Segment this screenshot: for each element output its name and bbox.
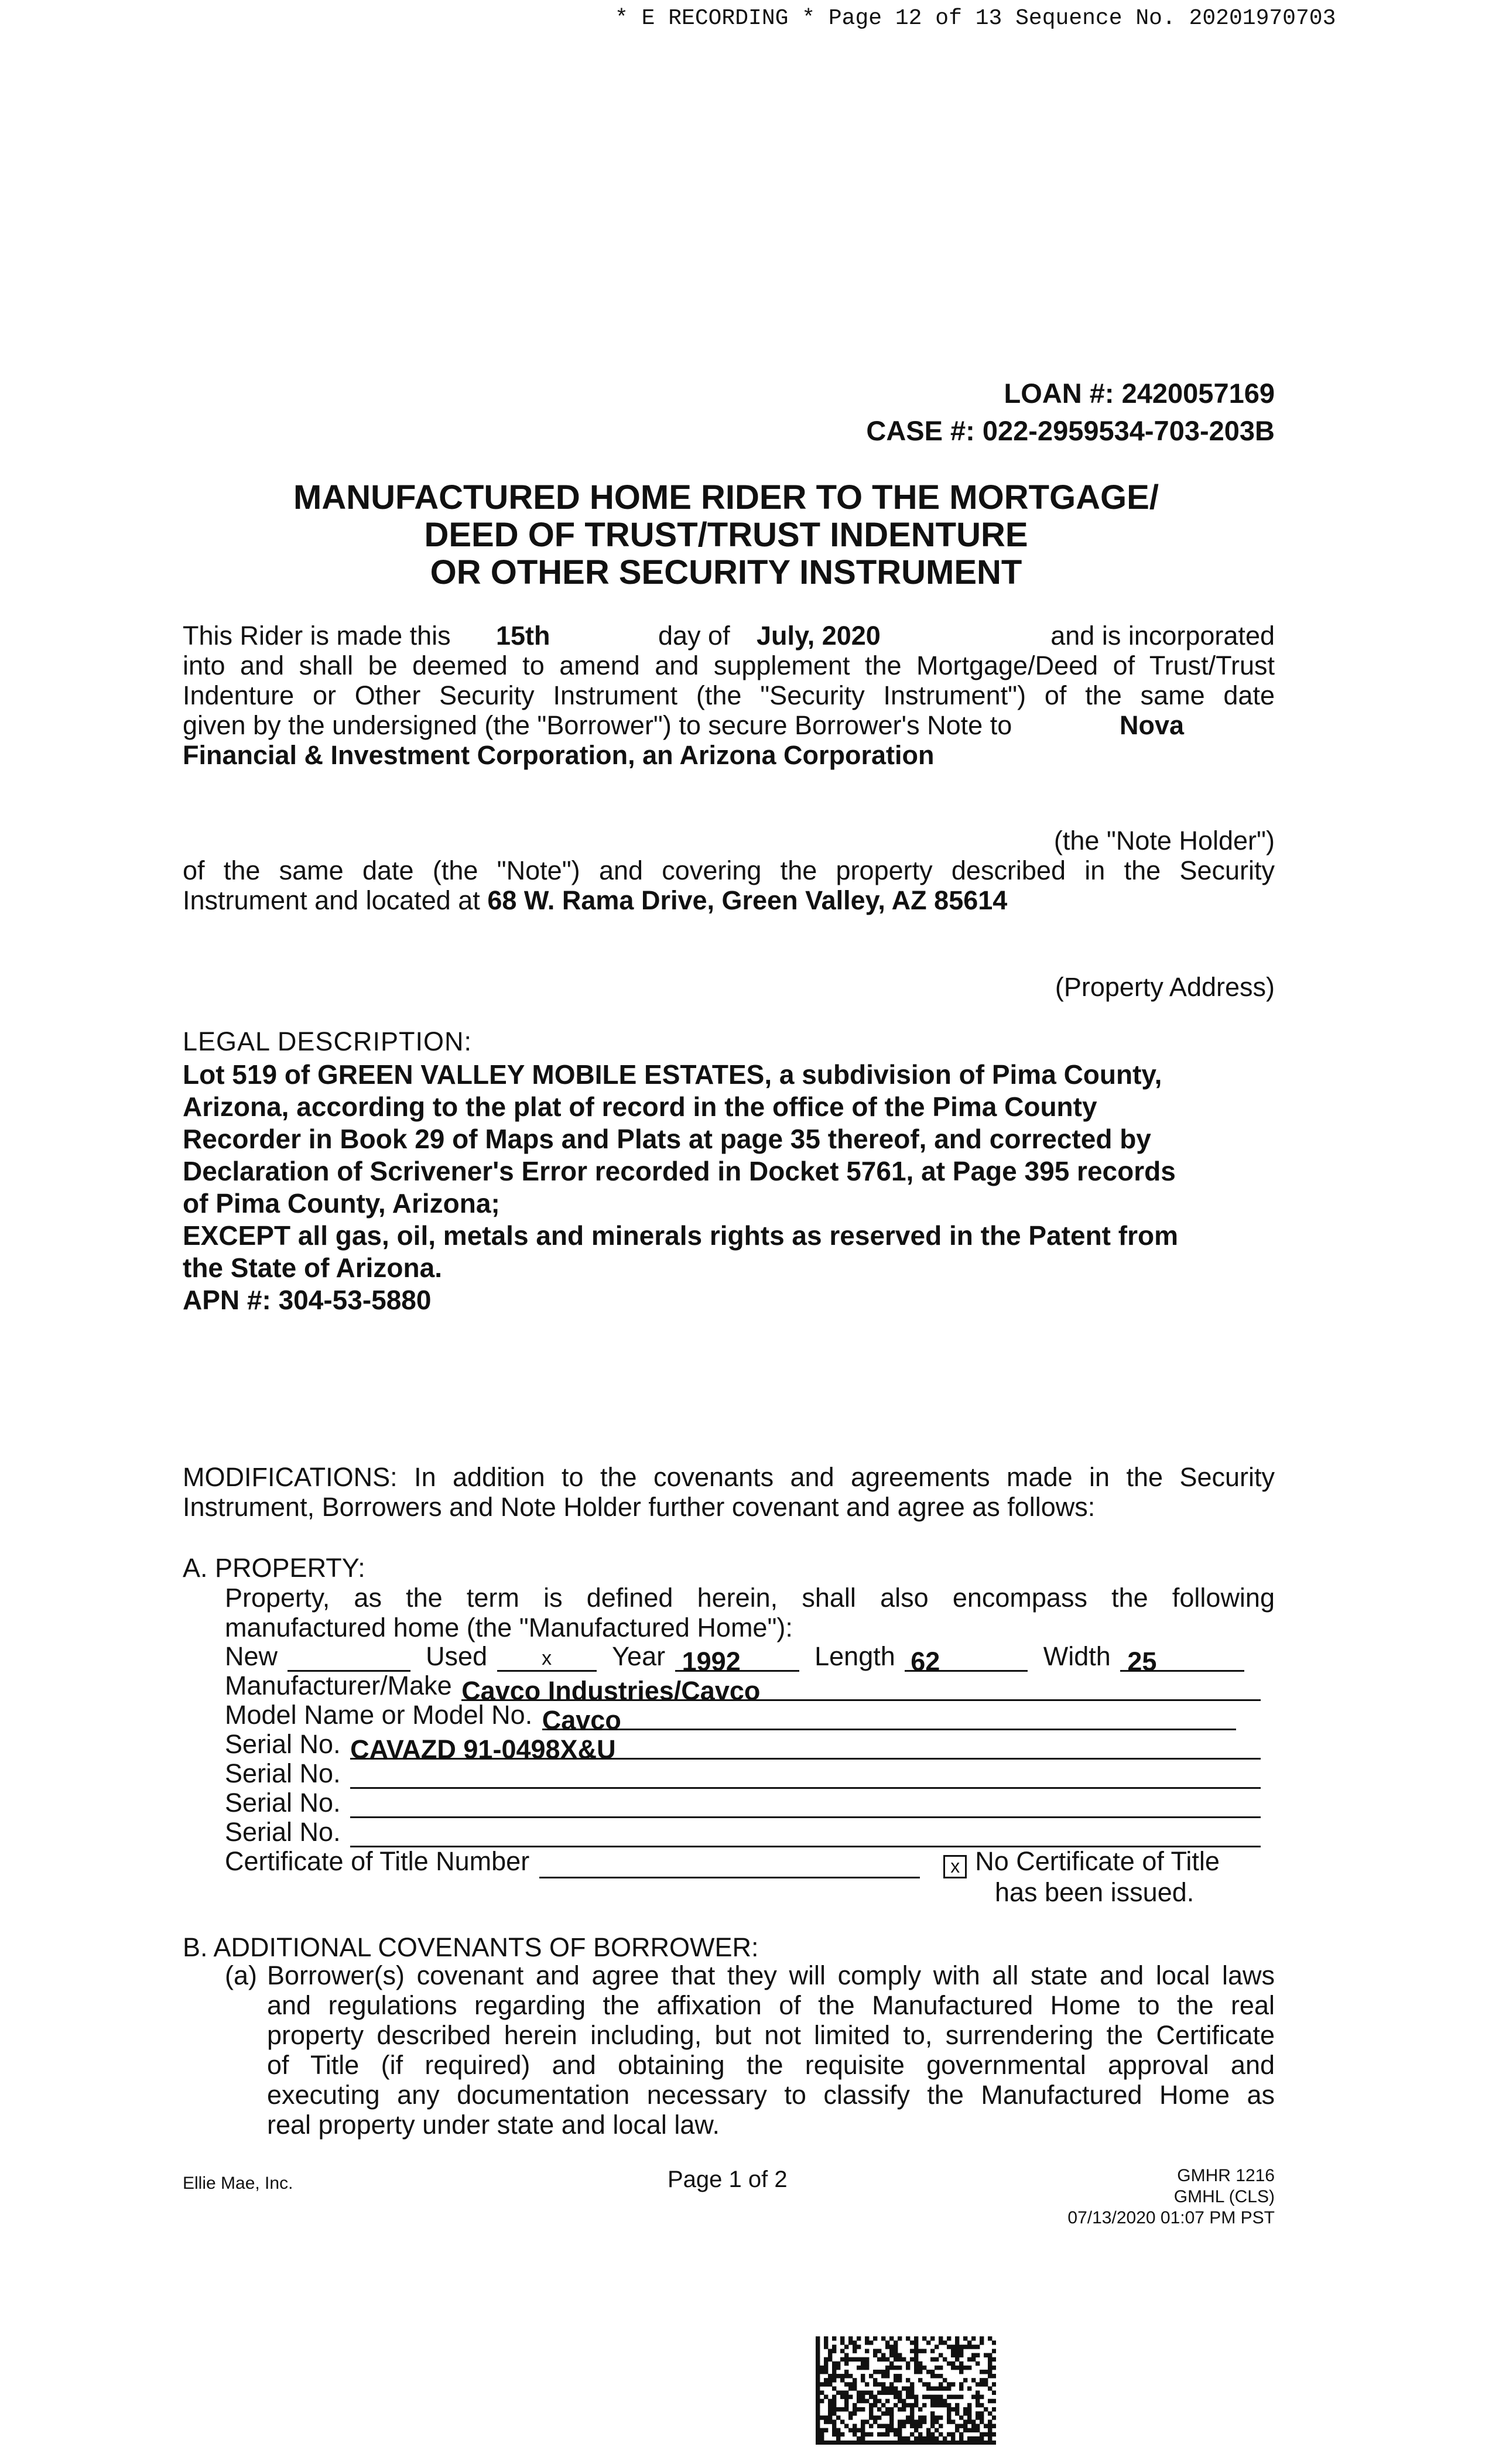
apn-number: APN #: 304-53-5880: [183, 1285, 432, 1315]
intro-text: day of: [658, 621, 730, 651]
year-label: Year: [612, 1641, 666, 1671]
section-a-line-1: Property, as the term is defined herein, shall also encompass the following: [225, 1583, 1275, 1613]
property-text: Instrument and located at: [183, 885, 480, 915]
no-certificate-label-cont: has been issued.: [995, 1877, 1195, 1907]
title-line: MANUFACTURED HOME RIDER TO THE MORTGAGE/: [293, 478, 1159, 516]
intro-line-1: [183, 621, 1275, 651]
used-label: Used: [426, 1641, 488, 1671]
certificate-label: Certificate of Title Number: [225, 1846, 530, 1876]
rider-day: 15th: [496, 621, 550, 651]
model-row: [225, 1700, 1236, 1735]
no-certificate-label: No Certificate of Title: [975, 1846, 1220, 1876]
section-a-title: A. PROPERTY:: [183, 1553, 365, 1583]
modifications-line-1: MODIFICATIONS: In addition to the covenants and agreements made in the Security: [183, 1462, 1275, 1492]
serial-field-2[interactable]: [350, 1764, 1261, 1789]
year-field[interactable]: 1992: [675, 1647, 799, 1672]
make-field[interactable]: Cavco Industries/Cavco: [461, 1676, 1261, 1701]
recording-header: * E RECORDING * Page 12 of 13 Sequence No. 20201970703: [615, 6, 1336, 31]
document-title: [234, 479, 1218, 591]
serial-field-1[interactable]: CAVAZD 91-0498X&U: [350, 1734, 1261, 1760]
intro-line-2: into and shall be deemed to amend and supplement the Mortgage/Deed of Trust/Trust: [183, 651, 1275, 680]
legal-line: the State of Arizona.: [183, 1252, 442, 1283]
footer-timestamp: 07/13/2020 01:07 PM PST: [1067, 2208, 1275, 2227]
model-label: Model Name or Model No.: [225, 1700, 533, 1730]
property-paragraph: [183, 855, 1275, 915]
serial-label: Serial No.: [225, 1817, 341, 1847]
new-label: New: [225, 1641, 278, 1671]
intro-text: and is incorporated: [1050, 621, 1275, 651]
legal-line: Arizona, according to the plat of record in the office of the Pima County: [183, 1091, 1097, 1122]
used-field[interactable]: x: [497, 1647, 597, 1672]
length-label: Length: [814, 1641, 895, 1671]
footer-form-info: [1067, 2165, 1275, 2229]
section-a-line-2: manufactured home (the "Manufactured Home"):: [225, 1613, 793, 1642]
section-b-paragraph: [267, 1960, 1275, 2140]
property-line-1: of the same date (the "Note") and covering the property described in the Security: [183, 855, 1275, 885]
modifications-paragraph: [183, 1462, 1275, 1522]
property-address: 68 W. Rama Drive, Green Valley, AZ 85614: [487, 885, 1008, 915]
section-b-line: real property under state and local law.: [267, 2110, 720, 2140]
loan-number: LOAN #: 2420057169: [1004, 378, 1275, 409]
length-field[interactable]: 62: [905, 1647, 1028, 1672]
serial-row-1: [225, 1729, 1261, 1764]
note-holder-label: (the "Note Holder"): [1053, 826, 1275, 855]
width-label: Width: [1043, 1641, 1111, 1671]
serial-row-4: [225, 1817, 1261, 1846]
legal-line: Lot 519 of GREEN VALLEY MOBILE ESTATES, a subdivision of Pima County,: [183, 1059, 1162, 1090]
serial-label: Serial No.: [225, 1758, 341, 1788]
section-a-intro: [225, 1583, 1275, 1642]
footer-page-number: Page 1 of 2: [668, 2167, 788, 2192]
legal-line: of Pima County, Arizona;: [183, 1188, 500, 1219]
make-label: Manufacturer/Make: [225, 1671, 452, 1700]
serial-label: Serial No.: [225, 1729, 341, 1759]
intro-text: given by the undersigned (the "Borrower") to secure Borrower's Note to: [183, 710, 1012, 740]
make-row: [225, 1671, 1261, 1706]
serial-field-4[interactable]: [350, 1822, 1261, 1847]
property-line-2: [183, 885, 1275, 915]
section-b-line: Borrower(s) covenant and agree that they will comply with all state and local laws: [267, 1960, 1275, 1990]
lender-name: Nova: [1119, 710, 1184, 740]
modifications-line-2: Instrument, Borrowers and Note Holder further covenant and agree as follows:: [183, 1492, 1096, 1522]
intro-text: This Rider is made this: [183, 621, 451, 651]
datamatrix-barcode: [816, 2336, 996, 2445]
new-field[interactable]: [288, 1647, 410, 1672]
section-b-title: B. ADDITIONAL COVENANTS OF BORROWER:: [183, 1932, 759, 1962]
rider-month-year: July, 2020: [757, 621, 881, 651]
intro-line-4: [183, 710, 1184, 740]
lender-name-cont: Financial & Investment Corporation, an Arizona Corporation: [183, 740, 935, 770]
footer-form-code: GMHR 1216: [1177, 2166, 1275, 2185]
title-line: OR OTHER SECURITY INSTRUMENT: [430, 553, 1022, 591]
item-a-label: (a): [225, 1960, 257, 1990]
no-certificate-option: [943, 1846, 1220, 1876]
serial-row-3: [225, 1788, 1261, 1817]
intro-line-3: Indenture or Other Security Instrument (the "Security Instrument") of the same date: [183, 680, 1275, 710]
home-dimensions-row: [225, 1641, 1244, 1676]
model-field[interactable]: Cavco: [542, 1705, 1236, 1730]
serial-row-2: [225, 1758, 1261, 1788]
legal-line: EXCEPT all gas, oil, metals and minerals rights as reserved in the Patent from: [183, 1220, 1179, 1251]
width-field[interactable]: 25: [1120, 1647, 1244, 1672]
case-number: CASE #: 022-2959534-703-203B: [866, 415, 1275, 446]
legal-line: Recorder in Book 29 of Maps and Plats at page 35 thereof, and corrected by: [183, 1124, 1151, 1154]
property-address-label: (Property Address): [1055, 972, 1275, 1002]
loan-block: [866, 375, 1275, 450]
section-b-line: property described herein including, but not limited to, surrendering the Certificate: [267, 2020, 1275, 2050]
legal-description: [183, 1059, 1295, 1316]
legal-description-heading: LEGAL DESCRIPTION:: [183, 1026, 472, 1056]
certificate-field[interactable]: [539, 1853, 920, 1878]
serial-label: Serial No.: [225, 1788, 341, 1818]
certificate-row: [225, 1846, 1220, 1876]
title-line: DEED OF TRUST/TRUST INDENTURE: [424, 516, 1028, 554]
section-b-line: executing any documentation necessary to classify the Manufactured Home as: [267, 2080, 1275, 2110]
footer-publisher: Ellie Mae, Inc.: [183, 2174, 293, 2193]
section-b-line: of Title (if required) and obtaining the requisite governmental approval and: [267, 2050, 1275, 2080]
no-certificate-checkbox[interactable]: x: [943, 1855, 967, 1878]
footer-form-variant: GMHL (CLS): [1173, 2187, 1275, 2206]
intro-paragraph: [183, 621, 1275, 770]
section-b-line: and regulations regarding the affixation of the Manufactured Home to the real: [267, 1990, 1275, 2020]
legal-line: Declaration of Scrivener's Error recorded in Docket 5761, at Page 395 records: [183, 1156, 1176, 1186]
serial-field-3[interactable]: [350, 1793, 1261, 1818]
